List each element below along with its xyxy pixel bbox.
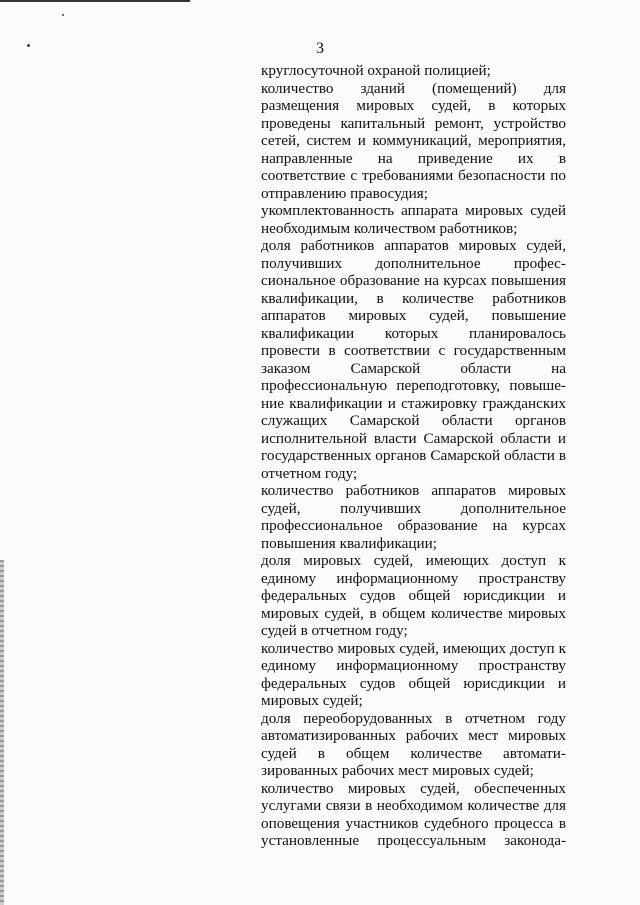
- text-line: направленные на приведение их в: [261, 149, 566, 167]
- text-line: провести в соответствии с государственным: [261, 342, 566, 359]
- text-line: доля переоборудованных в отчетном году: [261, 709, 566, 727]
- list-item-paragraph: [261, 710, 566, 780]
- text-line: количество мировых судей, обеспеченных: [261, 779, 566, 797]
- text-line: профессиональную переподготовку, повыше-: [261, 377, 566, 394]
- text-line: доля мировых судей, имеющих доступ к: [261, 552, 566, 569]
- text-line: соответствие с требованиями безопасности по: [261, 167, 566, 184]
- list-item-paragraph: [261, 780, 566, 850]
- list-item-paragraph: [261, 80, 566, 203]
- text-line: единому информационному пространству: [261, 657, 566, 674]
- text-line: необходимым количеством работников;: [261, 219, 518, 237]
- text-line: мировых судей;: [261, 692, 363, 709]
- text-line: судей, получивших дополнительное: [261, 499, 566, 517]
- list-item-paragraph: [261, 237, 566, 482]
- scan-speck: [62, 14, 64, 16]
- text-line: федеральных судов общей юрисдикции и: [261, 587, 566, 604]
- text-line: укомплектованность аппарата мировых судей: [261, 202, 566, 219]
- list-item-paragraph: [261, 552, 566, 640]
- text-line: исполнительной власти Самарской области и: [261, 429, 566, 447]
- text-line: круглосуточной охраной полицией;: [261, 62, 491, 79]
- scan-top-rule: [0, 0, 190, 2]
- text-line: количество мировых судей, имеющих доступ к: [261, 639, 566, 657]
- text-line: доля работников аппаратов мировых судей,: [261, 237, 566, 254]
- text-line: судей в общем количестве автомати-: [261, 744, 566, 762]
- text-line: служащих Самарской области органов: [261, 412, 566, 429]
- text-line: единому информационному пространству: [261, 569, 566, 587]
- scan-edge-shadow: [0, 560, 4, 905]
- text-line: государственных органов Самарской области в: [261, 447, 566, 464]
- list-item-paragraph: [261, 202, 566, 237]
- text-line: профессиональное образование на курсах: [261, 517, 566, 534]
- list-item-paragraph: [261, 62, 566, 80]
- text-line: повышения квалификации;: [261, 534, 437, 552]
- text-line: проведены капитальный ремонт, устройство: [261, 114, 566, 132]
- page-number: 3: [316, 40, 324, 57]
- text-line: квалификации которых планировалось: [261, 324, 566, 342]
- text-line: оповещения участников судебного процесса в: [261, 814, 566, 832]
- text-line: сетей, систем и коммуникаций, мероприятия,: [261, 132, 566, 149]
- text-line: размещения мировых судей, в которых: [261, 97, 566, 114]
- text-line: квалификации, в количестве работников: [261, 289, 566, 307]
- text-line: ние квалификации и стажировку гражданских: [261, 394, 566, 412]
- text-line: автоматизированных рабочих мест мировых: [261, 727, 566, 744]
- text-line: установленные процессуальным законода-: [261, 832, 566, 849]
- text-line: получивших дополнительное профес-: [261, 254, 566, 272]
- text-line: заказом Самарской области на: [261, 359, 566, 377]
- text-line: мировых судей, в общем количестве мировых: [261, 604, 566, 622]
- text-line: услугами связи в необходимом количестве для: [261, 797, 566, 814]
- text-line: отправлению правосудия;: [261, 184, 428, 202]
- text-line: количество работников аппаратов мировых: [261, 482, 566, 499]
- text-line: количество зданий (помещений) для: [261, 79, 566, 97]
- list-item-paragraph: [261, 482, 566, 552]
- text-line: федеральных судов общей юрисдикции и: [261, 674, 566, 692]
- text-line: сиональное образование на курсах повышения: [261, 272, 566, 289]
- text-line: судей в отчетном году;: [261, 622, 408, 639]
- document-body: [261, 62, 566, 850]
- text-line: аппаратов мировых судей, повышение: [261, 307, 566, 324]
- text-line: зированных рабочих мест мировых судей;: [261, 762, 534, 779]
- text-line: отчетном году;: [261, 464, 358, 482]
- list-item-paragraph: [261, 640, 566, 710]
